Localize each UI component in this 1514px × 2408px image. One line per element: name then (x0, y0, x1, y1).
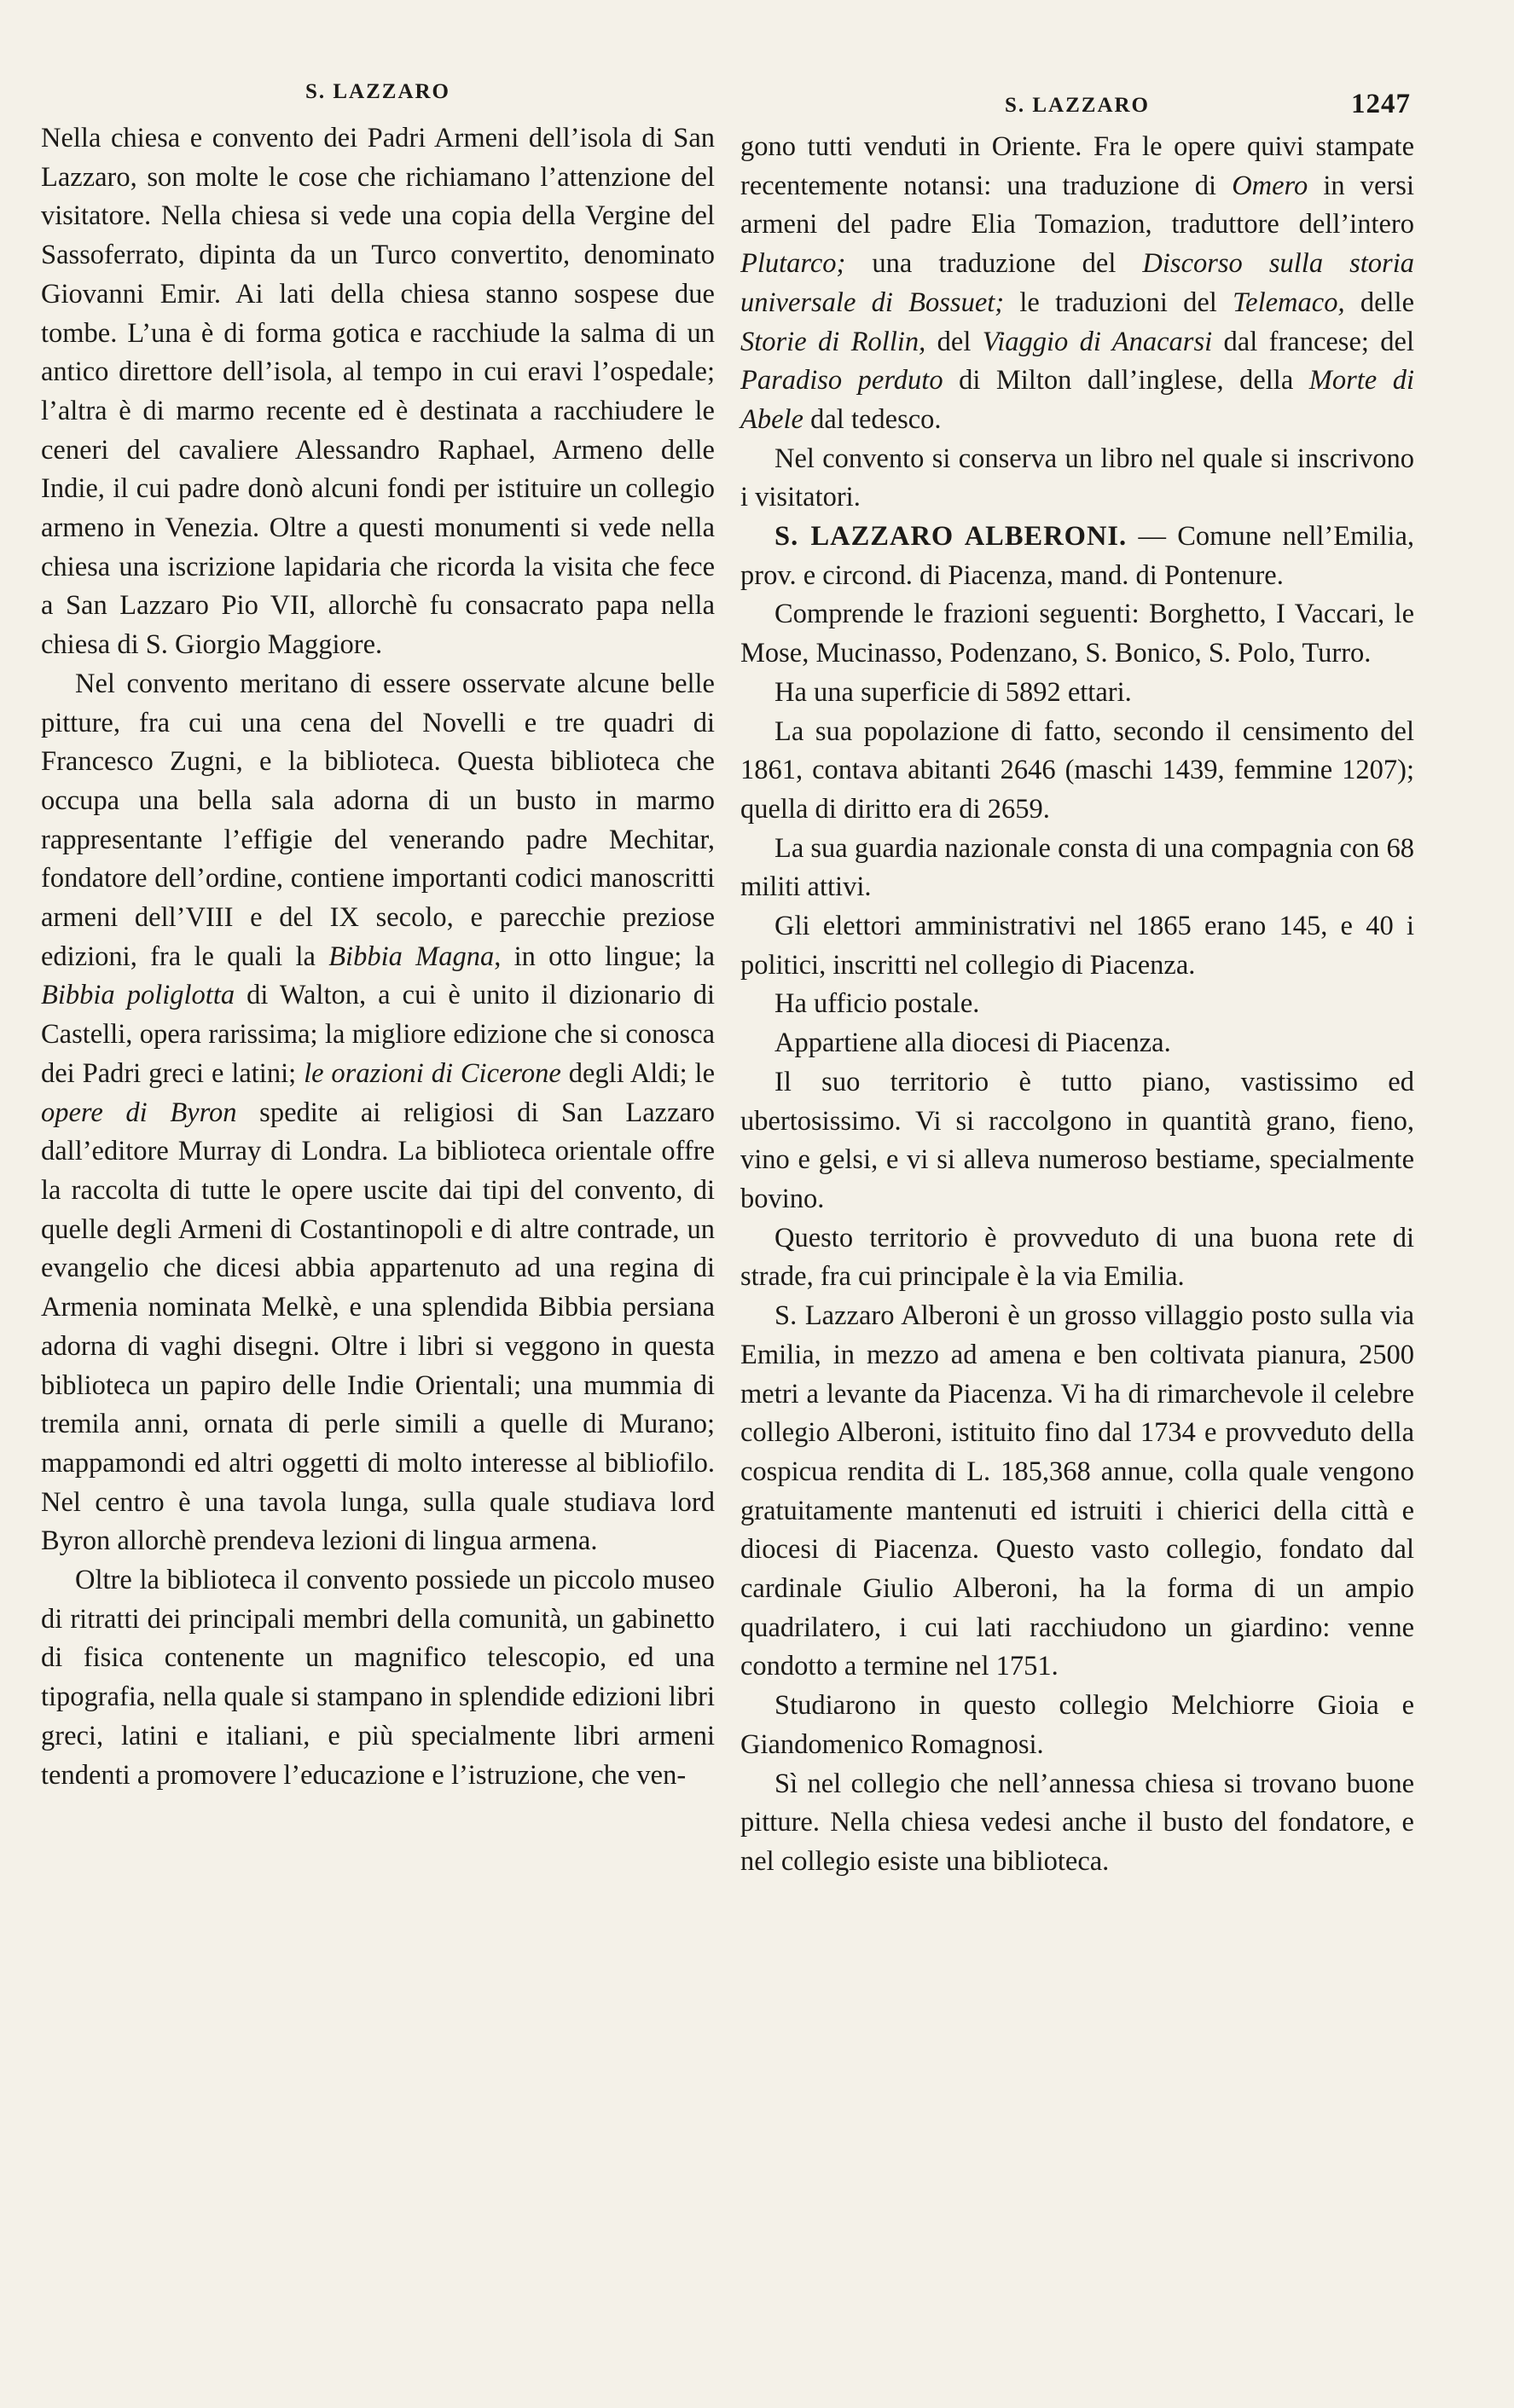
title-telemaco: Telemaco, (1233, 287, 1345, 318)
title-morte-abele: Morte di Abele (740, 365, 1414, 435)
paragraph: Appartiene alla diocesi di Piacenza. (774, 1027, 1171, 1059)
paragraph: La sua guardia nazionale consta di una compagnia con 68 militi attivi. (740, 832, 1414, 903)
paragraph: La sua popolazione di fatto, secondo il censimento del 1861, contava abitanti 2646 (maschi 1439, femmine 1207); quella di diritto era di 2659. (740, 715, 1414, 825)
left-column-text (41, 119, 715, 1795)
right-column (740, 0, 1414, 1882)
paragraph: gono tutti venduti in Oriente. Fra le opere quivi stampate recentemente notansi: una traduzione di Omero in versi armeni del padre Elia Tomazion, traduttore dell’intero Plutarco; una traduzione del Discorso sulla storia universale di Bossuet; le traduzioni del Telemaco, delle Storie di Rollin, del Viaggio di Anacarsi dal francese; del Paradiso perduto di Milton dall’inglese, della Morte di Abele dal tedesco. (740, 131, 1414, 435)
title-discorso: Discorso sulla storia universale di Bossuet; (740, 248, 1414, 318)
left-column (41, 0, 715, 1795)
left-running-header (41, 0, 715, 119)
paragraph: Ha ufficio postale. (774, 988, 980, 1020)
title-orazioni-cicerone: le orazioni di Cicerone (304, 1057, 561, 1089)
paragraph: Nel convento meritano di essere osservate alcune belle pitture, fra cui una cena del Novelli e tre quadri di Francesco Zugni, e la biblioteca. Questa biblioteca che occupa una bella sala adorna di un busto in marmo rappresentante l’effigie del venerando padre Mechitar, fondatore dell’ordine, contiene importanti codici manoscritti armeni dell’VIII e del IX secolo, e parecchie preziose edizioni, fra le quali la Bibbia Magna, in otto lingue; la Bibbia poliglotta di Walton, a cui è unito il dizionario di Castelli, opera rarissima; la migliore edizione che si conosca dei Padri greci e latini; le orazioni di Cicerone degli Aldi; le opere di Byron spedite ai religiosi di San Lazzaro dall’editore Murray di Londra. La biblioteca orientale offre la raccolta di tutte le opere uscite dai tipi del convento, di quelle degli Armeni di Costantinopoli e di altre contrade, un evangelio che dicesi abbia appartenuto ad una regina di Armenia nominata Melkè, e una splendida Bibbia persiana adorna di vaghi disegni. Oltre i libri si veggono in questa biblioteca un papiro delle Indie Orientali; una mummia di tremila anni, ornata di perle simili a quelle di Murano; mappamondi ed altri oggetti di molto interesse al bibliofilo. Nel centro è una tavola lunga, sulla quale studiava lord Byron allorchè prendeva lezioni di lingua armena. (41, 668, 716, 1557)
paragraph: Il suo territorio è tutto piano, vastissimo ed ubertosissimo. Vi si raccolgono in quantità grano, fieno, vino e gelsi, e vi si alleva numeroso bestiame, specialmente bovino. (740, 1066, 1414, 1214)
paragraph: Comprende le frazioni seguenti: Borghetto, I Vaccari, le Mose, Mucinasso, Podenzano, S. Bonico, S. Polo, Turro. (740, 599, 1414, 669)
entry-heading: S. LAZZARO ALBERONI. (774, 521, 1128, 553)
paragraph: Nel convento si conserva un libro nel quale si inscrivono i visitatori. (740, 443, 1414, 513)
title-opere-byron: opere di Byron (41, 1097, 237, 1128)
paragraph: Sì nel collegio che nell’annessa chiesa si trovano buone pitture. Nella chiesa vedesi anche il busto del fondatore, e nel collegio esiste una biblioteca. (740, 1768, 1414, 1877)
paragraph: Gli elettori amministrativi nel 1865 erano 145, e 40 i politici, inscritti nel collegio di Piacenza. (740, 911, 1414, 981)
right-column-text (740, 128, 1414, 1882)
title-paradiso-perduto: Paradiso perduto (740, 365, 943, 397)
right-header-title: S. LAZZARO (1004, 94, 1151, 117)
right-running-header (740, 0, 1414, 119)
paragraph: Nella chiesa e convento dei Padri Armeni dell’isola di San Lazzaro, son molte le cose che richiamano l’attenzione del visitatore. Nella chiesa si vede una copia della Vergine del Sassoferrato, dipinta da un Turco convertito, denominato Giovanni Emir. Ai lati della chiesa stanno sospese due tombe. L’una è di forma gotica e racchiude la salma di un antico direttore dell’isola, al tempo in cui eravi l’ospedale; l’altra è di marmo recente ed è destinata a racchiudere le ceneri del cavaliere Alessandro Raphael, Armeno delle Indie, il cui padre donò alcuni fondi per istituire un collegio armeno in Venezia. Oltre a questi monumenti si vede nella chiesa una iscrizione lapidaria che ricorda la visita che fece a San Lazzaro Pio VII, allorchè fu consacrato papa nella chiesa di S. Giorgio Maggiore. (41, 123, 715, 661)
paragraph: Studiarono in questo collegio Melchiorre Gioia e Giandomenico Romagnosi. (740, 1690, 1414, 1760)
entry-heading-paragraph: S. LAZZARO ALBERONI. — Comune nell’Emilia, prov. e circond. di Piacenza, mand. di Pontenure. (740, 521, 1414, 591)
title-storie-rollin: Storie di Rollin, (740, 326, 926, 357)
paragraph: S. Lazzaro Alberoni è un grosso villaggio posto sulla via Emilia, in mezzo ad amena e ben coltivata pianura, 2500 metri a levante da Piacenza. Vi ha di rimarchevole il celebre collegio Alberoni, istituito fino dal 1734 e provveduto della cospicua rendita di L. 185,368 annue, colla quale vengono gratuitamente mantenuti ed istruiti i chierici della città e diocesi di Piacenza. Questo vasto collegio, fondato dal cardinale Giulio Alberoni, ha la forma di un ampio quadrilatero, i cui lati racchiudono un giardino: venne condotto a termine nel 1751. (740, 1300, 1414, 1682)
page-number: 1247 (1351, 89, 1411, 119)
title-viaggio-anacarsi: Viaggio di Anacarsi (982, 326, 1213, 357)
paragraph: Oltre la biblioteca il convento possiede un piccolo museo di ritratti dei principali membri della comunità, un gabinetto di fisica contenente un magnifico telescopio, ed una tipografia, nella quale si stampano in splendide edizioni libri greci, latini e italiani, e più specialmente libri armeni tendenti a promovere l’educazione e l’istruzione, che ven- (41, 1565, 715, 1791)
title-bibbia-magna: Bibbia Magna (328, 941, 495, 972)
left-header-title: S. LAZZARO (305, 80, 451, 103)
paragraph: Questo territorio è provveduto di una buona rete di strade, fra cui principale è la via Emilia. (740, 1222, 1414, 1293)
title-plutarco: Plutarco; (740, 248, 846, 280)
title-bibbia-poliglotta: Bibbia poliglotta (41, 980, 235, 1011)
paragraph: Ha una superficie di 5892 ettari. (774, 676, 1132, 708)
title-omero: Omero (1232, 170, 1308, 201)
